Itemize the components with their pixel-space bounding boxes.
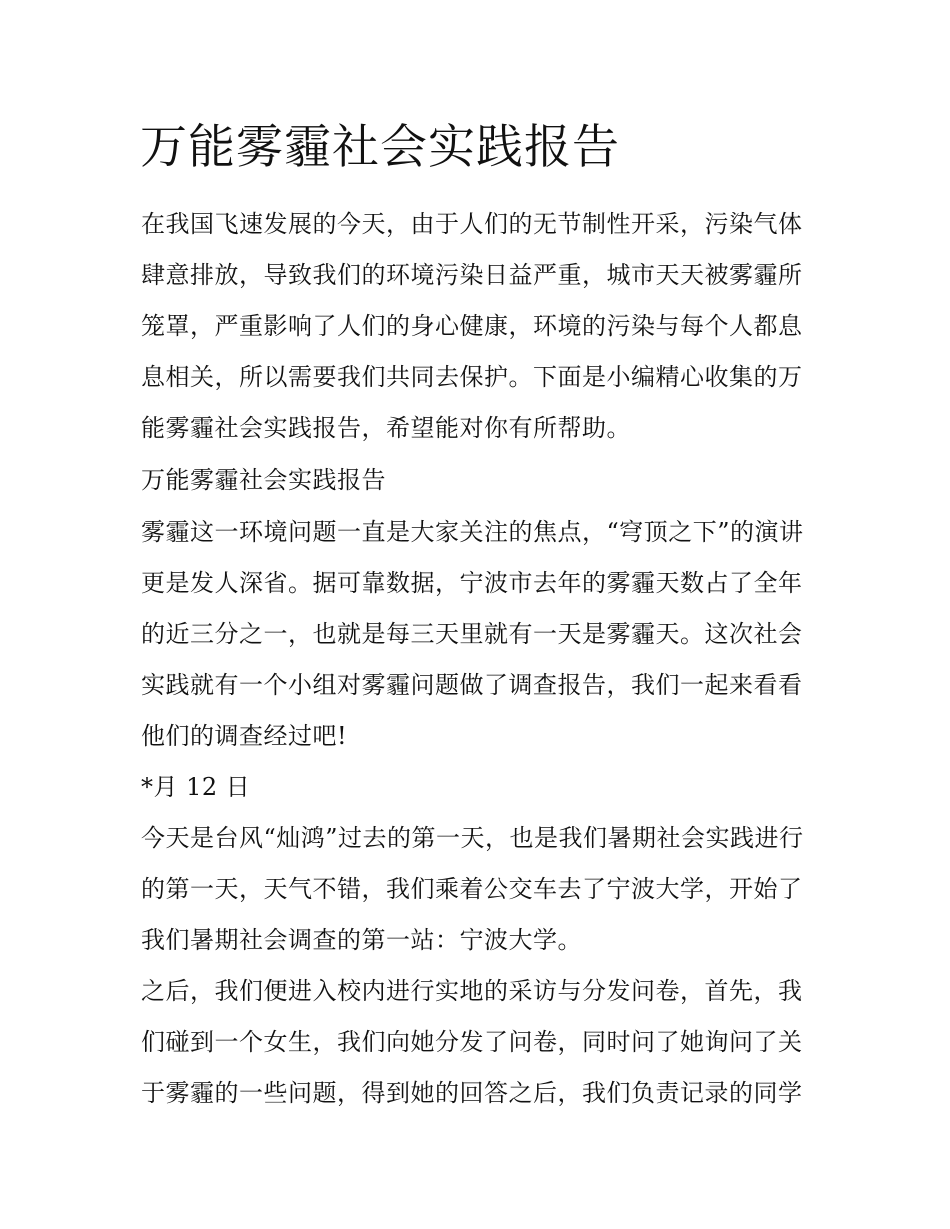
text-line: 今天是台风“灿鸿”过去的第一天，也是我们暑期社会实践进行 bbox=[141, 824, 804, 852]
text-line: 更是发人深省。据可靠数据，宁波市去年的雾霾天数占了全年 bbox=[141, 569, 803, 597]
text-line: 在我国飞速发展的今天，由于人们的无节制性开采，污染气体 bbox=[141, 210, 803, 238]
text-line: 肆意排放，导致我们的环境污染日益严重，城市天天被雾霾所 bbox=[141, 261, 803, 289]
document-title: 万能雾霾社会实践报告 bbox=[140, 120, 620, 175]
text-line: 雾霾这一环境问题一直是大家关注的焦点，“穹顶之下”的演讲 bbox=[141, 518, 804, 546]
section-heading bbox=[141, 454, 821, 507]
text-line: 之后，我们便进入校内进行实地的采访与分发问卷，首先，我 bbox=[141, 977, 803, 1005]
text-line: 的近三分之一，也就是每三天里就有一天是雾霾天。这次社会 bbox=[141, 620, 803, 648]
text-line: 万能雾霾社会实践报告 bbox=[141, 466, 386, 494]
body-paragraph bbox=[141, 813, 821, 966]
text-line: 实践就有一个小组对雾霾问题做了调查报告，我们一起来看看 bbox=[141, 671, 803, 699]
text-line: 他们的调查经过吧! bbox=[141, 722, 348, 750]
intro-paragraph bbox=[141, 199, 821, 454]
text-line: *月 12 日 bbox=[141, 773, 251, 801]
document-body bbox=[141, 199, 821, 1119]
text-line: 我们暑期社会调查的第一站：宁波大学。 bbox=[141, 926, 582, 954]
text-line: 们碰到一个女生，我们向她分发了问卷，同时问了她询问了关 bbox=[141, 1028, 803, 1056]
text-line: 的第一天，天气不错，我们乘着公交车去了宁波大学，开始了 bbox=[141, 875, 803, 903]
body-paragraph bbox=[141, 507, 821, 762]
text-line: 笼罩，严重影响了人们的身心健康，环境的污染与每个人都息 bbox=[141, 312, 803, 340]
text-line: 息相关，所以需要我们共同去保护。下面是小编精心收集的万 bbox=[141, 363, 803, 391]
text-line: 能雾霾社会实践报告，希望能对你有所帮助。 bbox=[141, 414, 631, 442]
date-line bbox=[141, 762, 821, 813]
text-line: 于雾霾的一些问题，得到她的回答之后，我们负责记录的同学 bbox=[141, 1079, 803, 1107]
body-paragraph bbox=[141, 966, 821, 1119]
